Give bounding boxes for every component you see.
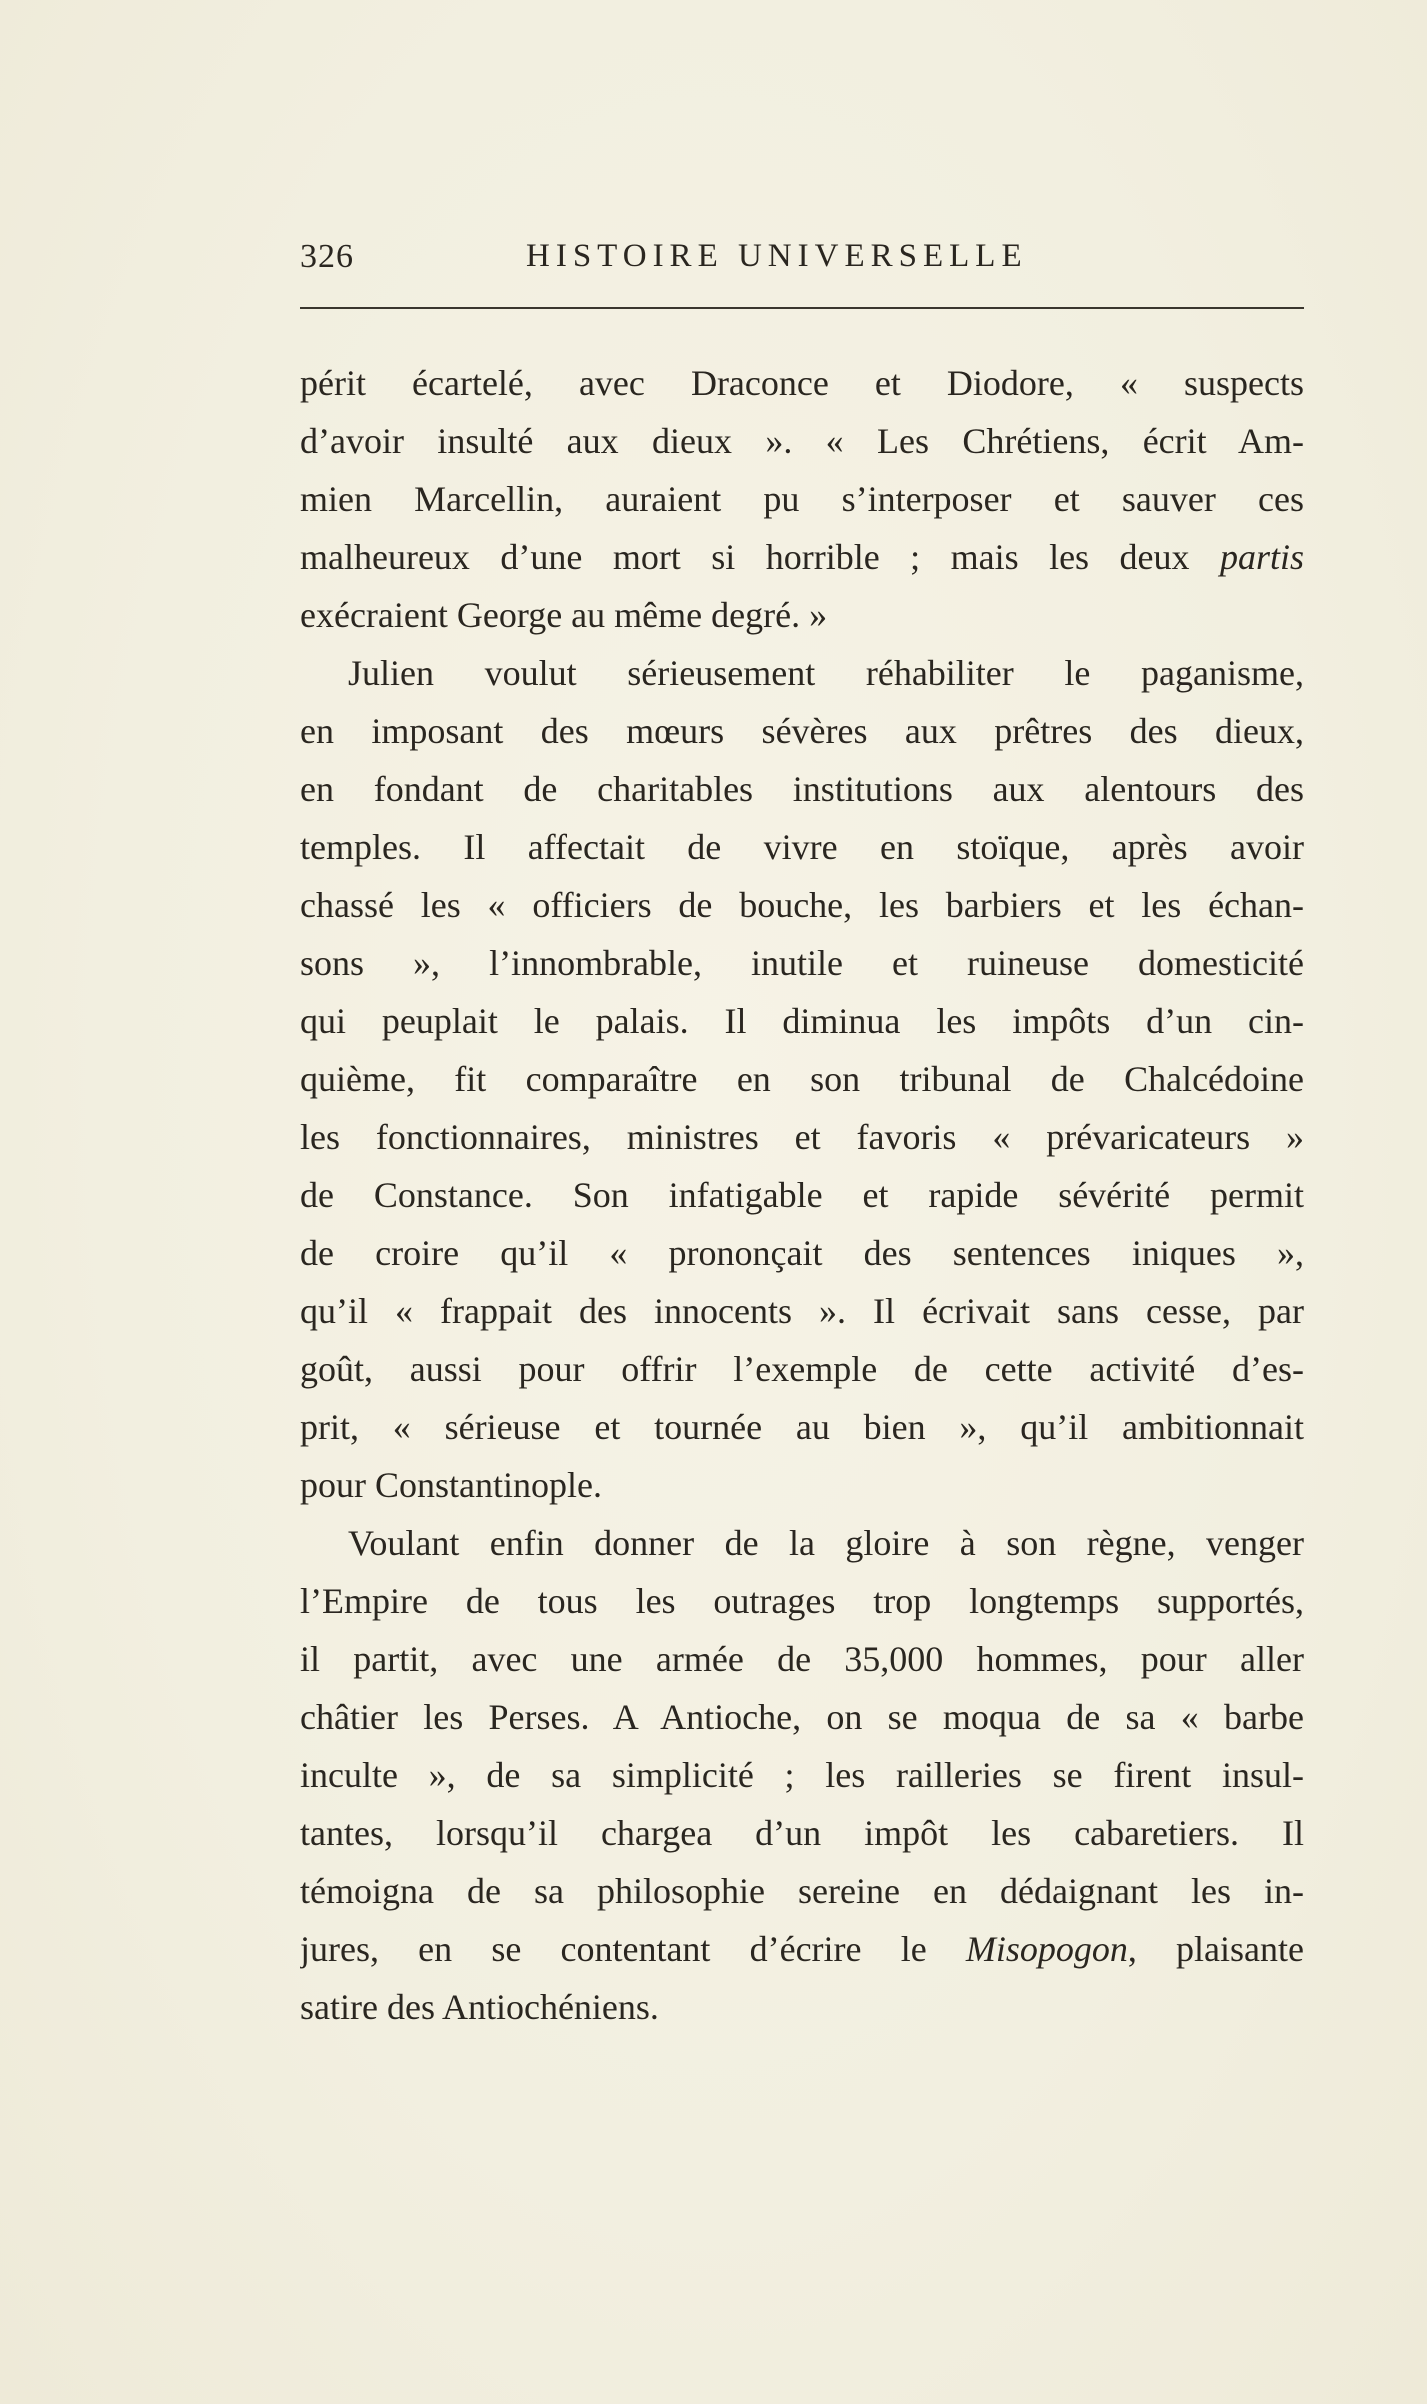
text-line: les fonctionnaires, ministres et favoris « prévaricateurs » — [300, 1117, 1304, 1157]
text-line: temples. Il affectait de vivre en stoïque, après avoir — [300, 827, 1304, 867]
italic-word: partis — [1219, 537, 1304, 577]
text-line: l’Empire de tous les outrages trop longtemps supportés, — [300, 1581, 1304, 1621]
running-head — [300, 238, 1304, 278]
body-text — [300, 354, 1304, 2036]
text-line: exécraient George au même degré. » — [300, 595, 828, 635]
page-number: 326 — [300, 238, 354, 275]
text-line: prit, « sérieuse et tournée au bien », qu’il ambitionnait — [300, 1407, 1304, 1447]
text-line: en imposant des mœurs sévères aux prêtres des dieux, — [300, 711, 1304, 751]
text-line: mien Marcellin, auraient pu s’interposer et sauver ces — [300, 479, 1304, 519]
header-rule — [300, 307, 1304, 309]
text-line: Voulant enfin donner de la gloire à son règne, venger — [348, 1523, 1304, 1563]
text-line: qui peuplait le palais. Il diminua les impôts d’un cin- — [300, 1001, 1304, 1041]
text-line: malheureux d’une mort si horrible ; mais les deux partis — [300, 537, 1304, 577]
text-line: satire des Antiochéniens. — [300, 1987, 659, 2027]
text-line: inculte », de sa simplicité ; les railleries se firent insul- — [300, 1755, 1304, 1795]
text-line: tantes, lorsqu’il chargea d’un impôt les cabaretiers. Il — [300, 1813, 1304, 1853]
text-line: d’avoir insulté aux dieux ». « Les Chrétiens, écrit Am- — [300, 421, 1304, 461]
text-line: châtier les Perses. A Antioche, on se moqua de sa « barbe — [300, 1697, 1304, 1737]
text-line: témoigna de sa philosophie sereine en dédaignant les in- — [300, 1871, 1304, 1911]
running-title: HISTOIRE UNIVERSELLE — [526, 238, 1028, 274]
text-line: jures, en se contentant d’écrire le Misopogon, plaisante — [300, 1929, 1304, 1969]
text-line: goût, aussi pour offrir l’exemple de cette activité d’es- — [300, 1349, 1304, 1389]
text-line: en fondant de charitables institutions aux alentours des — [300, 769, 1304, 809]
text-line: quième, fit comparaître en son tribunal de Chalcédoine — [300, 1059, 1304, 1099]
text-line: sons », l’innombrable, inutile et ruineuse domesticité — [300, 943, 1304, 983]
text-line: périt écartelé, avec Draconce et Diodore, « suspects — [300, 363, 1304, 403]
italic-word: Misopogon — [965, 1929, 1128, 1969]
text-line: Julien voulut sérieusement réhabiliter le paganisme, — [348, 653, 1304, 693]
text-line: de croire qu’il « prononçait des sentences iniques », — [300, 1233, 1304, 1273]
text-line: chassé les « officiers de bouche, les barbiers et les échan- — [300, 885, 1304, 925]
text-line: qu’il « frappait des innocents ». Il écrivait sans cesse, par — [300, 1291, 1304, 1331]
text-line: pour Constantinople. — [300, 1465, 602, 1505]
text-line: il partit, avec une armée de 35,000 hommes, pour aller — [300, 1639, 1304, 1679]
text-line: de Constance. Son infatigable et rapide sévérité permit — [300, 1175, 1304, 1215]
